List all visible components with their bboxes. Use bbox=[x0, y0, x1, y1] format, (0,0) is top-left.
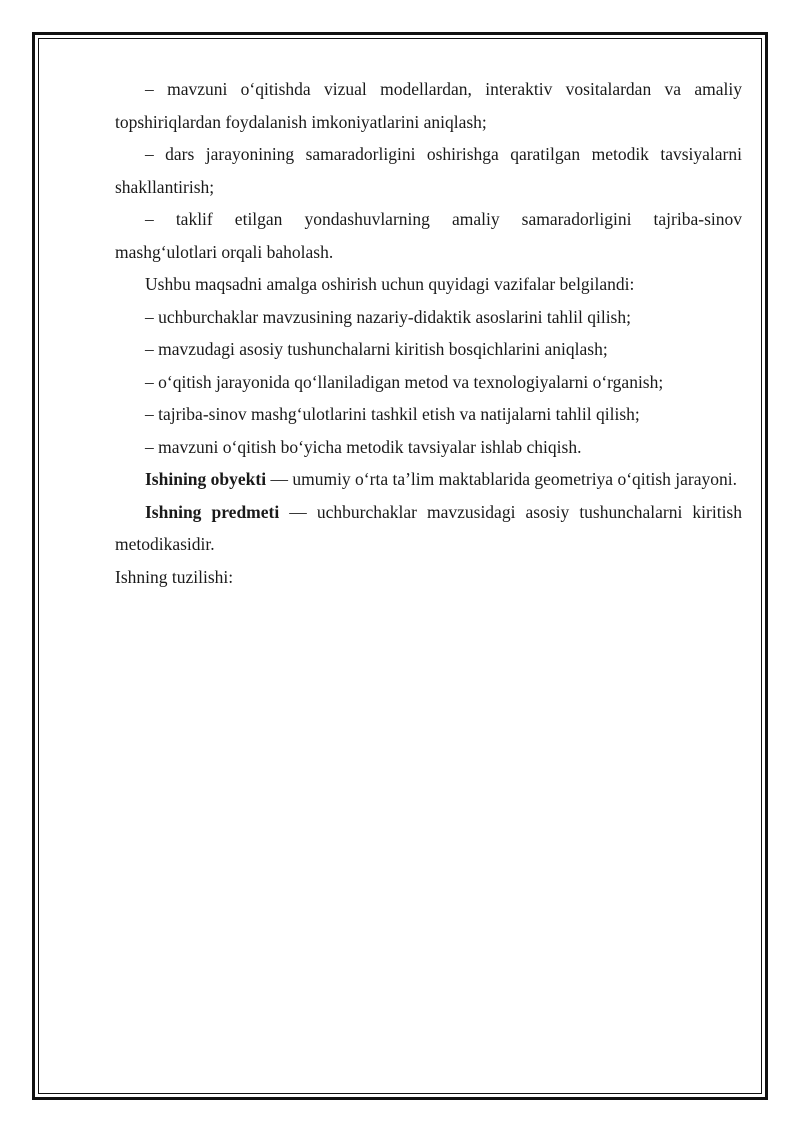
object-paragraph bbox=[115, 463, 742, 496]
list-item: – mavzuni o‘qitish bo‘yicha metodik tavsiyalar ishlab chiqish. bbox=[145, 436, 582, 457]
list-item: – mavzudagi asosiy tushunchalarni kiritish bosqichlarini aniqlash; bbox=[145, 339, 608, 359]
tasks-intro: Ushbu maqsadni amalga oshirish uchun quyidagi vazifalar belgilandi: bbox=[145, 274, 635, 294]
list-item: – tajriba-sinov mashg‘ulotlarini tashkil etish va natijalarni tahlil qilish; bbox=[145, 404, 640, 424]
list-item: – dars jarayonining samaradorligini oshirishga qaratilgan metodik tavsiyalarni shakllantirish; bbox=[115, 144, 742, 197]
object-text: — umumiy o‘rta ta’lim maktablarida geometriya o‘qitish jarayoni. bbox=[266, 469, 738, 489]
subject-paragraph bbox=[115, 496, 742, 561]
list-item: – taklif etilgan yondashuvlarning amaliy samaradorligini tajriba-sinov mashg‘ulotlari orqali baholash. bbox=[115, 209, 742, 262]
subject-text: — uchburchaklar mavzusidagi asosiy tushunchalarni kiritish metodikasidir. bbox=[115, 501, 742, 554]
list-item: – mavzuni o‘qitishda vizual modellardan, interaktiv vositalardan va amaliy topshiriqlardan foydalanish imkoniyatlarini aniqlash; bbox=[115, 79, 742, 132]
object-label: Ishining obyekti bbox=[145, 469, 267, 489]
page-body bbox=[115, 73, 742, 593]
list-item: – o‘qitish jarayonida qo‘llaniladigan metod va texnologiyalarni o‘rganish; bbox=[145, 371, 664, 392]
list-item: – uchburchaklar mavzusining nazariy-didaktik asoslarini tahlil qilish; bbox=[145, 306, 631, 327]
subject-label: Ishning predmeti bbox=[145, 501, 280, 522]
structure-heading: Ishning tuzilishi: bbox=[115, 566, 234, 587]
